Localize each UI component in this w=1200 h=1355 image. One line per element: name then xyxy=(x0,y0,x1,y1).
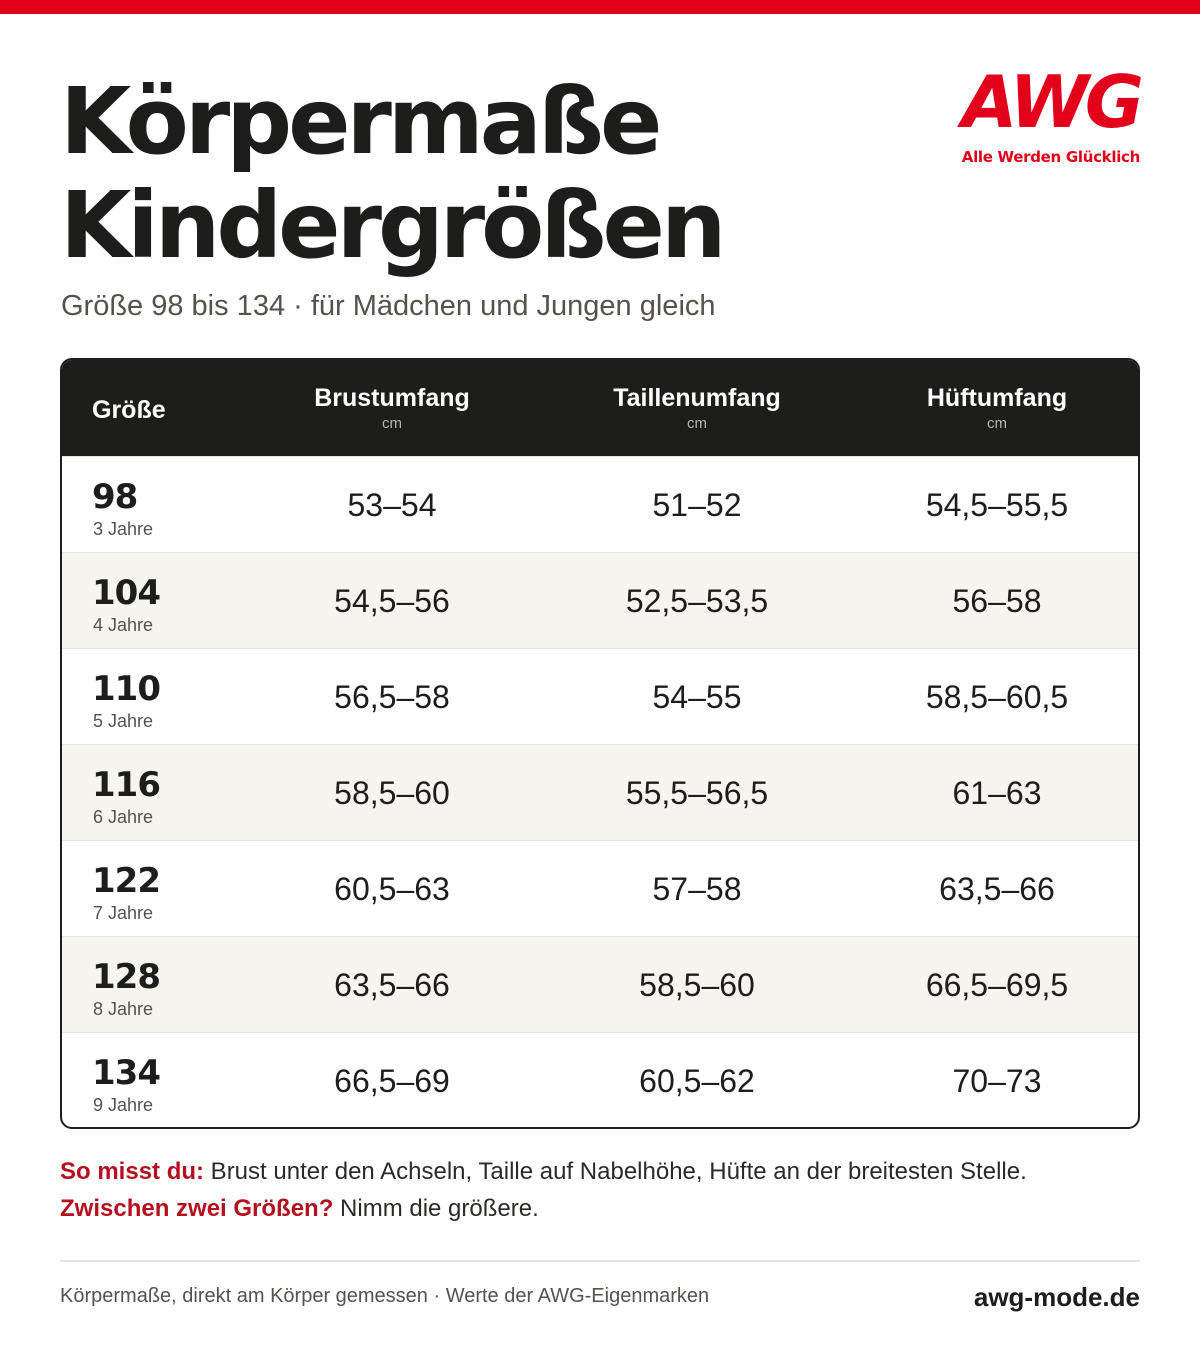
brustumfang-cell: 66,5–69 xyxy=(334,1063,450,1099)
column-header-taillenumfang: Taillenumfang cm xyxy=(613,384,781,432)
footer-divider xyxy=(60,1260,1140,1262)
between-sizes-hint xyxy=(60,1195,539,1223)
website-link[interactable]: awg-mode.de xyxy=(973,1282,1140,1312)
column-header-brustumfang: Brustumfang cm xyxy=(314,384,470,432)
footer-note: Körpermaße, direkt am Körper gemessen · Werte der AWG-Eigenmarken xyxy=(60,1285,710,1307)
age-label: 3 Jahre xyxy=(93,519,154,539)
taillenumfang-cell: 58,5–60 xyxy=(639,967,755,1003)
taillenumfang-cell: 51–52 xyxy=(652,487,742,523)
table-row xyxy=(62,936,1138,1032)
taillenumfang-cell: 54–55 xyxy=(652,679,742,715)
column-header-hueftumfang: Hüftumfang cm xyxy=(926,384,1068,432)
brustumfang-cell: 53–54 xyxy=(347,487,437,523)
hueftumfang-cell: 61–63 xyxy=(952,775,1042,811)
age-label: 6 Jahre xyxy=(93,807,154,827)
between-sizes-label: Zwischen zwei Größen? xyxy=(60,1195,334,1222)
hueftumfang-cell: 54,5–55,5 xyxy=(925,487,1069,523)
hueftumfang-cell: 56–58 xyxy=(952,583,1042,619)
age-label: 8 Jahre xyxy=(93,999,154,1019)
top-accent-bar xyxy=(0,0,1200,14)
hueftumfang-cell: 58,5–60,5 xyxy=(925,679,1069,715)
page-title xyxy=(60,70,920,278)
measure-instructions-text: Brust unter den Achseln, Taille auf Nabelhöhe, Hüfte an der breitesten Stelle. xyxy=(204,1158,1027,1185)
brustumfang-cell: 54,5–56 xyxy=(334,583,450,619)
page-title-line-1: Körpermaße xyxy=(60,68,659,175)
size-value: 104 xyxy=(92,573,160,613)
size-value: 98 xyxy=(92,477,138,517)
measure-instructions xyxy=(60,1158,1027,1186)
age-label: 9 Jahre xyxy=(93,1095,154,1115)
awg-logo-mark: AWG xyxy=(961,60,1140,144)
table-row xyxy=(62,456,1138,552)
between-sizes-text: Nimm die größere. xyxy=(333,1195,539,1222)
table-row xyxy=(62,744,1138,840)
taillenumfang-cell: 57–58 xyxy=(652,871,742,907)
page-subtitle: Größe 98 bis 134 · für Mädchen und Jungen gleich xyxy=(61,290,716,322)
brustumfang-cell: 56,5–58 xyxy=(334,679,450,715)
hueftumfang-cell: 70–73 xyxy=(952,1063,1042,1099)
brustumfang-cell: 60,5–63 xyxy=(334,871,450,907)
table-row xyxy=(62,552,1138,648)
hueftumfang-cell: 63,5–66 xyxy=(939,871,1055,907)
brustumfang-cell: 58,5–60 xyxy=(334,775,450,811)
awg-logo xyxy=(940,62,1140,172)
size-table-header xyxy=(62,360,1138,456)
size-value: 122 xyxy=(92,861,160,901)
age-label: 4 Jahre xyxy=(93,615,154,635)
size-value: 110 xyxy=(92,669,160,709)
hueftumfang-cell: 66,5–69,5 xyxy=(925,967,1069,1003)
column-header-size: Größe xyxy=(92,396,166,424)
table-row xyxy=(62,1032,1138,1128)
taillenumfang-cell: 60,5–62 xyxy=(639,1063,755,1099)
size-table xyxy=(60,358,1140,1129)
size-value: 116 xyxy=(92,765,160,805)
taillenumfang-cell: 55,5–56,5 xyxy=(625,775,769,811)
age-label: 7 Jahre xyxy=(93,903,154,923)
size-value: 134 xyxy=(92,1053,160,1093)
taillenumfang-cell: 52,5–53,5 xyxy=(625,583,769,619)
table-row xyxy=(62,840,1138,936)
table-row xyxy=(62,648,1138,744)
measure-instructions-label: So misst du: xyxy=(60,1158,205,1185)
page-title-line-2: Kindergrößen xyxy=(60,172,723,279)
size-value: 128 xyxy=(92,957,160,997)
awg-logo-tagline: Alle Werden Glücklich xyxy=(961,148,1140,166)
age-label: 5 Jahre xyxy=(93,711,154,731)
brustumfang-cell: 63,5–66 xyxy=(334,967,450,1003)
